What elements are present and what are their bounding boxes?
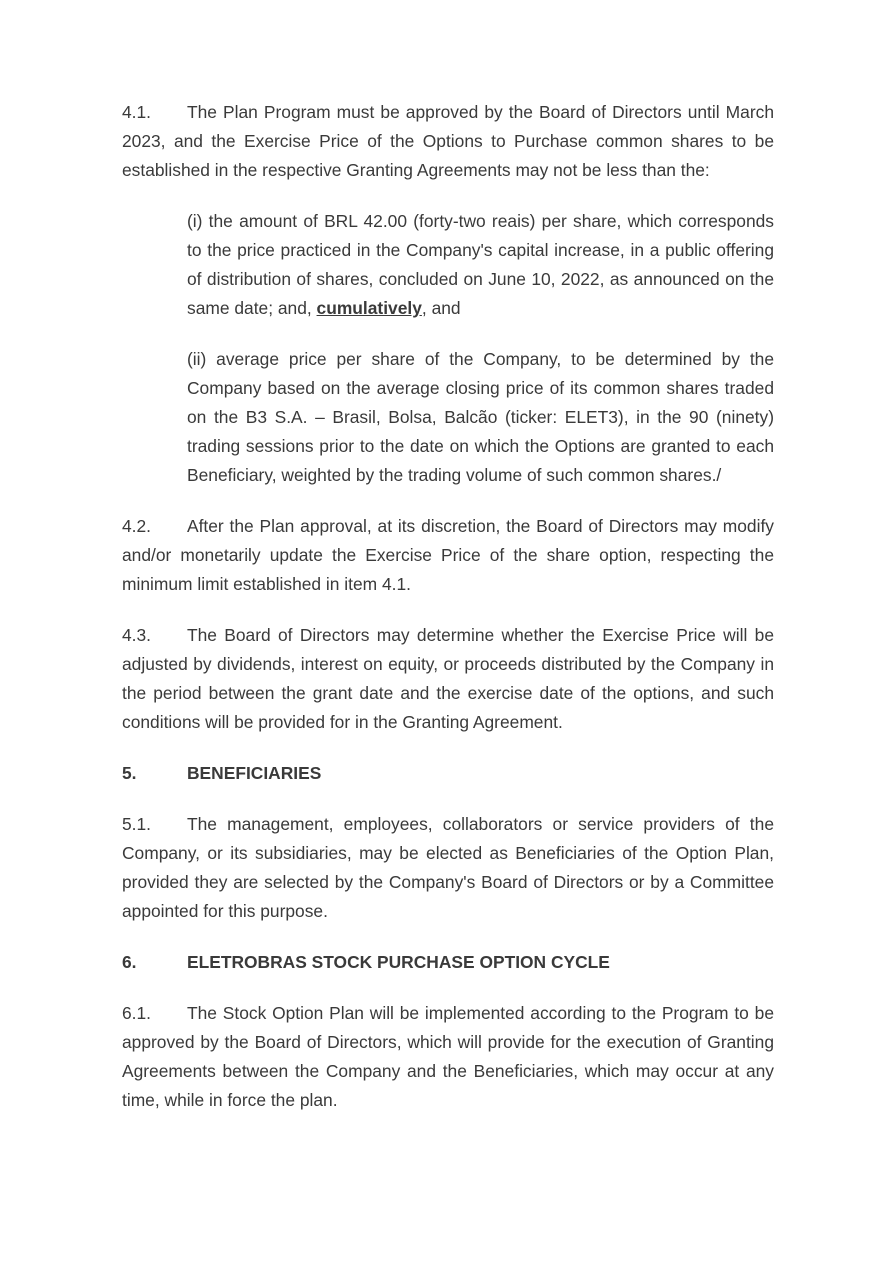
clause-4-2 (122, 512, 774, 599)
section-number: 6. (122, 952, 137, 972)
item-text: (i) the amount of BRL 42.00 (forty-two reais) per share, which corresponds to the price practiced in the Company's capital increase, in a public offering of distribution of shares, concluded on June 10, 2022, as announced on the same date; and, (187, 211, 774, 318)
clause-number: 6.1. (122, 1003, 152, 1023)
section-title: BENEFICIARIES (187, 763, 322, 783)
clause-text: The Board of Directors may determine whether the Exercise Price will be adjusted by dividends, interest on equity, or proceeds distributed by the Company in the period between the grant date and the exercise date of the options, and such conditions will be provided for in the Granting Agreement. (122, 625, 774, 732)
clause-number: 4.1. (122, 102, 152, 122)
clause-5-1 (122, 810, 774, 926)
clause-4-1-item-i (187, 207, 774, 323)
clause-4-3 (122, 621, 774, 737)
section-title: ELETROBRAS STOCK PURCHASE OPTION CYCLE (187, 952, 610, 972)
clause-4-1 (122, 98, 774, 185)
clause-number: 4.3. (122, 625, 152, 645)
clause-text: The Plan Program must be approved by the Board of Directors until March 2023, and the Exercise Price of the Options to Purchase common shares to be established in the respective Granting Agreements may not be less than the: (122, 102, 774, 180)
emphasis-text: cumulatively (316, 298, 422, 318)
clause-4-1-item-ii (187, 345, 774, 490)
clause-text: The management, employees, collaborators or service providers of the Company, or its subsidiaries, may be elected as Beneficiaries of the Option Plan, provided they are selected by the Company's Board of Directors or by a Committee appointed for this purpose. (122, 814, 774, 921)
clause-number: 4.2. (122, 516, 152, 536)
clause-text: After the Plan approval, at its discretion, the Board of Directors may modify and/or monetarily update the Exercise Price of the share option, respecting the minimum limit established in item 4.1. (122, 516, 774, 594)
clause-text: The Stock Option Plan will be implemented according to the Program to be approved by the Board of Directors, which will provide for the execution of Granting Agreements between the Company and the Beneficiaries, which may occur at any time, while in force the plan. (122, 1003, 774, 1110)
document-page (122, 98, 774, 1137)
section-heading-6 (122, 948, 774, 977)
clause-number: 5.1. (122, 814, 152, 834)
item-text-end: , and (421, 298, 461, 318)
item-text: (ii) average price per share of the Company, to be determined by the Company based on the average closing price of its common shares traded on the B3 S.A. – Brasil, Bolsa, Balcão (ticker: ELET3), in the 90 (ninety) trading sessions prior to the date on which the Options are granted to each Beneficiary, weighted by the trading volume of such common shares./ (187, 349, 774, 485)
section-heading-5 (122, 759, 774, 788)
section-number: 5. (122, 763, 137, 783)
clause-6-1 (122, 999, 774, 1115)
